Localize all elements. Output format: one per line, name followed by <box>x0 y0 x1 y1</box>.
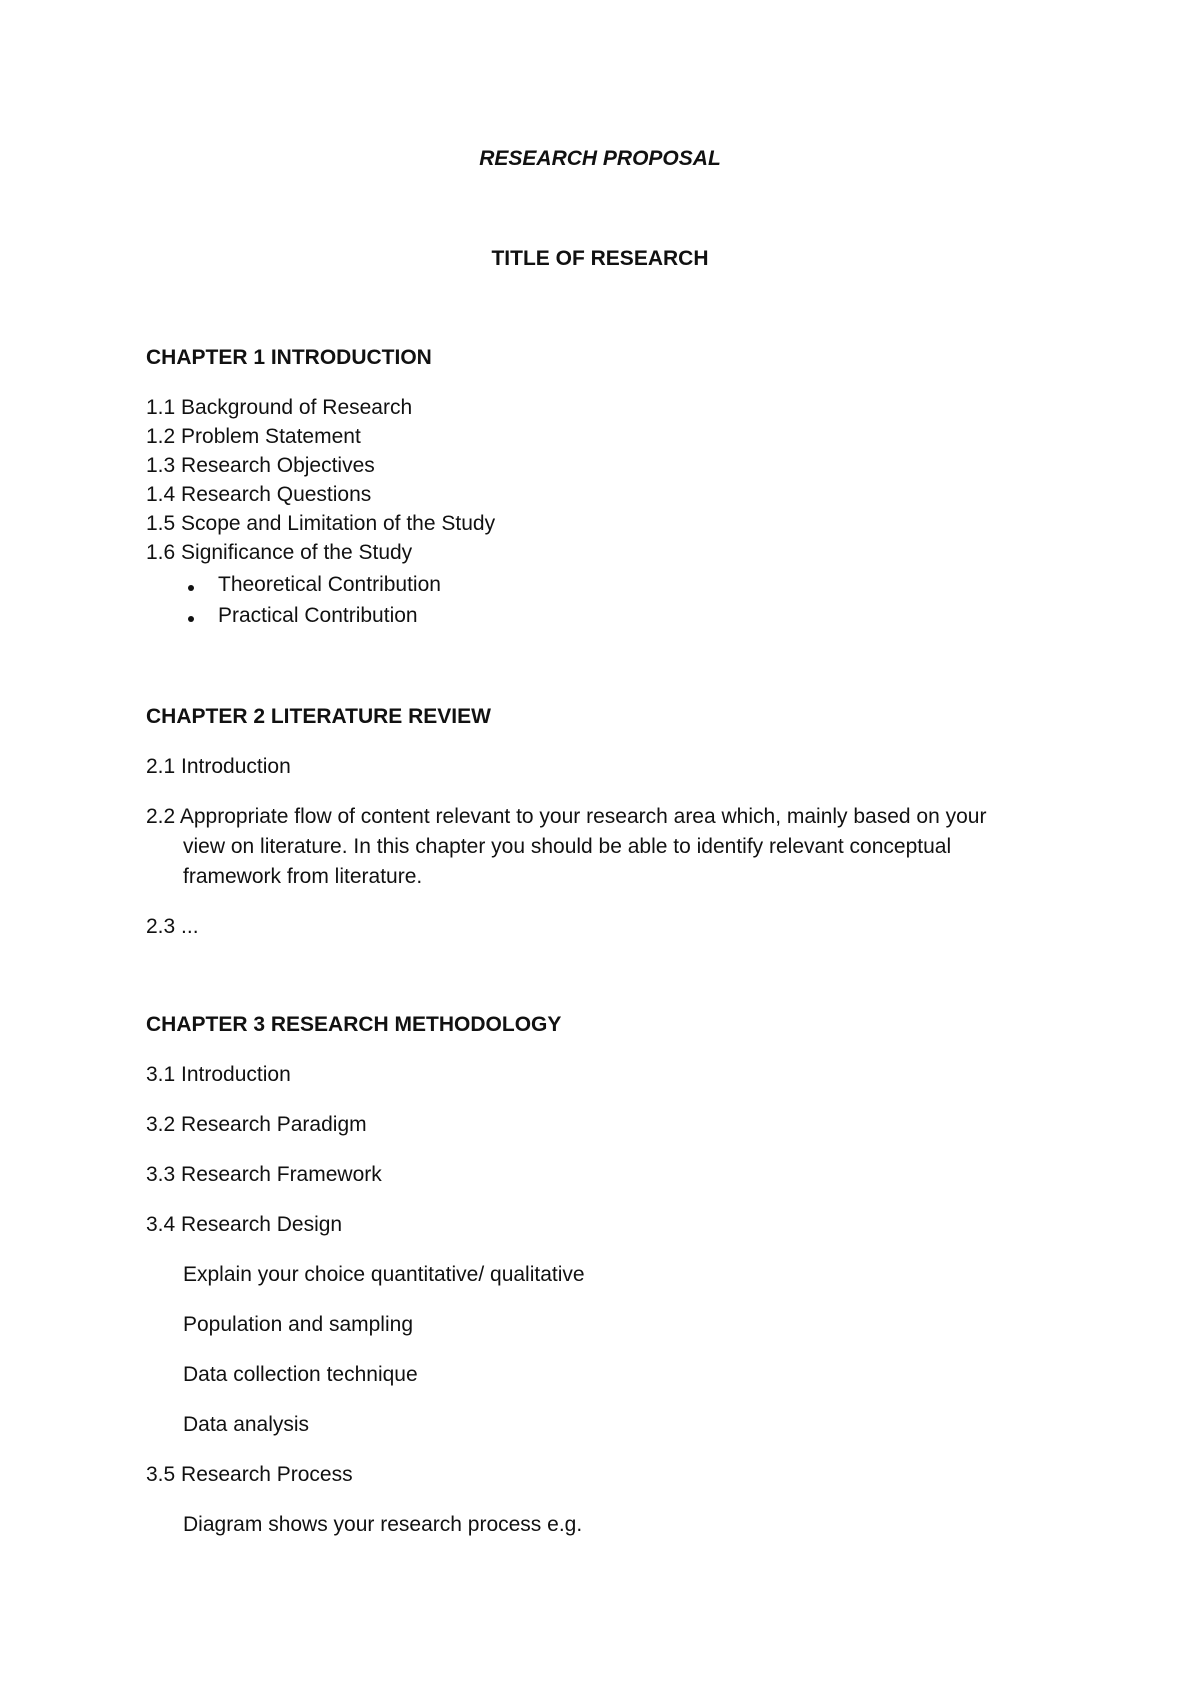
section-1-2: 1.2 Problem Statement <box>146 425 361 448</box>
section-3-3: 3.3 Research Framework <box>146 1163 382 1186</box>
section-2-2-line-2: view on literature. In this chapter you should be able to identify relevant conceptual <box>183 835 952 858</box>
process-note: Diagram shows your research process e.g. <box>183 1513 583 1536</box>
section-2-2-line-1: 2.2 Appropriate flow of content relevant to your research area which, mainly based on your <box>146 805 987 828</box>
design-point-choice: Explain your choice quantitative/ qualitative <box>183 1263 585 1286</box>
section-2-1: 2.1 Introduction <box>146 755 291 778</box>
section-3-5: 3.5 Research Process <box>146 1463 353 1486</box>
bullet-practical-contribution: Practical Contribution <box>218 604 418 627</box>
section-1-1: 1.1 Background of Research <box>146 396 413 419</box>
bullet-theoretical-contribution: Theoretical Contribution <box>218 573 441 596</box>
bullet-icon <box>188 616 194 622</box>
section-2-2-line-3: framework from literature. <box>183 865 423 888</box>
document-heading: RESEARCH PROPOSAL <box>479 147 721 170</box>
section-1-4: 1.4 Research Questions <box>146 483 372 506</box>
chapter-1-heading: CHAPTER 1 INTRODUCTION <box>146 346 432 369</box>
research-title: TITLE OF RESEARCH <box>491 247 709 270</box>
section-3-1: 3.1 Introduction <box>146 1063 291 1086</box>
section-1-3: 1.3 Research Objectives <box>146 454 375 477</box>
section-3-2: 3.2 Research Paradigm <box>146 1113 367 1136</box>
chapter-3-heading: CHAPTER 3 RESEARCH METHODOLOGY <box>146 1013 562 1036</box>
chapter-2-heading: CHAPTER 2 LITERATURE REVIEW <box>146 705 491 728</box>
section-3-4: 3.4 Research Design <box>146 1213 343 1236</box>
section-2-3: 2.3 ... <box>146 915 199 938</box>
design-point-data-analysis: Data analysis <box>183 1413 310 1436</box>
bullet-icon <box>188 585 194 591</box>
section-1-6: 1.6 Significance of the Study <box>146 541 413 564</box>
section-1-5: 1.5 Scope and Limitation of the Study <box>146 512 496 535</box>
design-point-population: Population and sampling <box>183 1313 413 1336</box>
design-point-data-collection: Data collection technique <box>183 1363 418 1386</box>
